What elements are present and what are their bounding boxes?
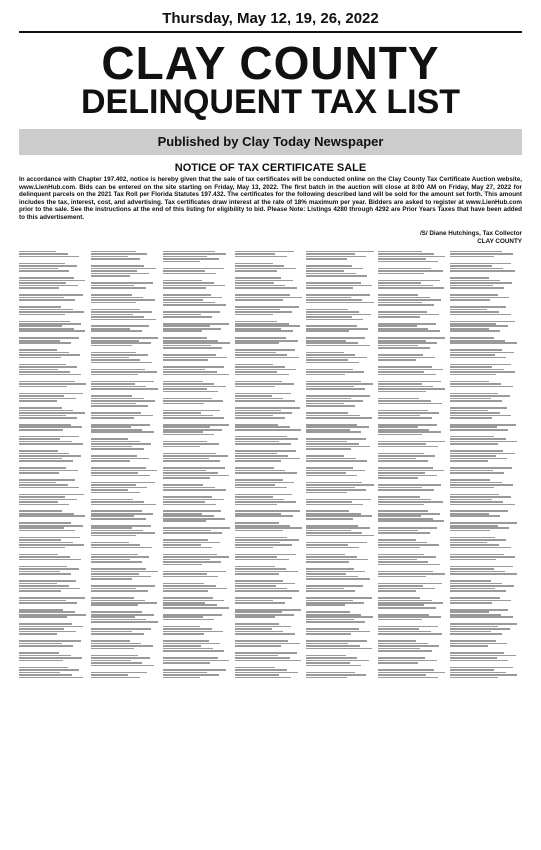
listing-entry — [450, 596, 518, 604]
listing-entry — [378, 267, 446, 275]
listing-entry — [306, 293, 374, 304]
listing-column — [19, 250, 87, 840]
listing-entry — [163, 440, 231, 448]
listing-entry — [450, 639, 518, 647]
listing-entry — [450, 276, 518, 289]
listing-entry — [91, 541, 159, 549]
listing-entry — [378, 538, 446, 549]
listing-entry — [306, 250, 374, 261]
listing-entry — [163, 656, 231, 664]
listing-entry — [450, 622, 518, 635]
listing-entry — [306, 671, 374, 679]
listing-entry — [19, 622, 87, 635]
listing-entry — [19, 510, 87, 518]
listing-entry — [235, 320, 303, 333]
listing-entry — [306, 481, 374, 494]
listing-entry — [306, 437, 374, 450]
listing-entry — [450, 608, 518, 619]
listing-entry — [306, 510, 374, 521]
listing-entry — [450, 406, 518, 419]
listing-entry — [378, 570, 446, 578]
listing-entry — [91, 325, 159, 333]
listing-entry — [163, 625, 231, 636]
listing-entry — [450, 363, 518, 376]
listing-entry — [91, 567, 159, 580]
listing-entry — [91, 466, 159, 477]
listing-entry — [450, 651, 518, 662]
listing-entry — [163, 596, 231, 609]
delinquent-listings — [19, 250, 522, 840]
listing-entry — [19, 666, 87, 679]
listing-entry — [378, 310, 446, 318]
top-rule — [19, 31, 522, 33]
listing-entry — [450, 250, 518, 258]
listing-entry — [378, 483, 446, 491]
listing-entry — [91, 524, 159, 537]
listing-entry — [235, 305, 303, 316]
listing-entry — [378, 423, 446, 436]
listing-entry — [306, 553, 374, 564]
listing-entry — [19, 348, 87, 359]
listing-entry — [91, 281, 159, 289]
listing-entry — [450, 449, 518, 462]
listing-entry — [19, 651, 87, 662]
listing-entry — [235, 250, 303, 258]
listing-entry — [235, 262, 303, 273]
listing-entry — [235, 553, 303, 561]
listing-entry — [378, 510, 446, 523]
publisher-credit: Published by Clay Today Newspaper — [157, 134, 384, 149]
listing-entry — [163, 279, 231, 290]
listing-entry — [163, 466, 231, 479]
listing-entry — [450, 553, 518, 561]
listing-entry — [19, 639, 87, 647]
listing-entry — [378, 353, 446, 361]
listing-entry — [91, 553, 159, 564]
listing-entry — [378, 613, 446, 621]
listing-entry — [19, 250, 87, 258]
listing-entry — [91, 639, 159, 650]
listing-entry — [91, 671, 159, 679]
listing-entry — [163, 613, 231, 621]
county-name: CLAY COUNTY — [477, 238, 522, 245]
listing-entry — [306, 368, 374, 376]
listing-entry — [91, 596, 159, 607]
listing-entry — [235, 380, 303, 388]
listing-entry — [450, 320, 518, 333]
listing-column — [163, 250, 231, 840]
listing-entry — [450, 305, 518, 316]
listing-entry — [306, 654, 374, 667]
listing-entry — [235, 536, 303, 549]
listing-entry — [450, 478, 518, 489]
listing-column — [450, 250, 518, 840]
listing-entry — [19, 536, 87, 549]
tax-collector-signature: /S/ Diane Hutchings, Tax Collector — [419, 230, 522, 237]
listing-entry — [378, 322, 446, 333]
listing-entry — [306, 454, 374, 462]
listing-entry — [235, 522, 303, 533]
listing-entry — [19, 380, 87, 388]
page-title-list: DELINQUENT TAX LIST — [80, 83, 461, 121]
listing-entry — [91, 481, 159, 494]
listing-entry — [378, 380, 446, 393]
listing-entry — [91, 368, 159, 376]
listing-entry — [235, 608, 303, 619]
listing-column — [378, 250, 446, 840]
listing-entry — [91, 454, 159, 462]
page-title-county: CLAY COUNTY — [101, 37, 440, 89]
listing-entry — [91, 423, 159, 434]
listing-entry — [306, 611, 374, 624]
listing-entry — [378, 466, 446, 479]
listing-entry — [91, 351, 159, 364]
listing-entry — [235, 622, 303, 635]
listing-entry — [306, 380, 374, 391]
listing-entry — [91, 308, 159, 321]
listing-entry — [163, 483, 231, 491]
listing-entry — [235, 651, 303, 662]
listing-entry — [19, 493, 87, 506]
listing-entry — [306, 639, 374, 650]
listing-entry — [19, 262, 87, 273]
listing-entry — [306, 423, 374, 434]
listing-entry — [306, 411, 374, 419]
listing-entry — [306, 337, 374, 348]
listing-entry — [163, 337, 231, 350]
listing-entry — [19, 522, 87, 533]
listing-entry — [19, 579, 87, 592]
listing-entry — [19, 276, 87, 289]
listing-entry — [235, 565, 303, 576]
listing-entry — [378, 293, 446, 306]
listing-entry — [91, 584, 159, 592]
listing-entry — [450, 337, 518, 345]
listing-entry — [19, 565, 87, 576]
listing-entry — [306, 498, 374, 506]
listing-entry — [163, 538, 231, 549]
listing-entry — [235, 406, 303, 419]
listing-entry — [235, 276, 303, 289]
listing-entry — [163, 267, 231, 275]
listing-entry — [163, 527, 231, 535]
listing-entry — [378, 639, 446, 652]
listing-entry — [163, 639, 231, 652]
listing-entry — [235, 363, 303, 376]
listing-entry — [163, 353, 231, 361]
listing-entry — [163, 510, 231, 523]
listing-entry — [450, 579, 518, 592]
listing-entry — [306, 627, 374, 635]
listing-entry — [450, 565, 518, 576]
listing-entry — [306, 596, 374, 607]
listing-entry — [306, 325, 374, 333]
listing-entry — [235, 392, 303, 403]
listing-entry — [306, 281, 374, 289]
listing-entry — [235, 466, 303, 474]
listing-entry — [450, 666, 518, 679]
listing-entry — [235, 478, 303, 489]
listing-entry — [378, 279, 446, 290]
listing-entry — [163, 553, 231, 566]
listing-entry — [91, 654, 159, 667]
listing-entry — [91, 337, 159, 348]
listing-entry — [450, 493, 518, 506]
listing-entry — [378, 582, 446, 593]
listing-entry — [235, 596, 303, 604]
listing-entry — [306, 541, 374, 549]
listing-entry — [163, 310, 231, 318]
listing-entry — [378, 337, 446, 350]
listing-entry — [163, 452, 231, 463]
listing-entry — [306, 394, 374, 407]
listing-column — [235, 250, 303, 840]
listing-entry — [378, 397, 446, 405]
listing-entry — [450, 522, 518, 533]
listing-entry — [163, 250, 231, 263]
listing-entry — [235, 579, 303, 592]
listing-entry — [306, 466, 374, 477]
listing-entry — [235, 435, 303, 446]
listing-entry — [91, 510, 159, 521]
listing-entry — [306, 308, 374, 321]
listing-entry — [450, 510, 518, 518]
listing-entry — [19, 466, 87, 474]
listing-entry — [91, 250, 159, 261]
listing-entry — [19, 596, 87, 604]
listing-entry — [235, 337, 303, 345]
listing-entry — [378, 250, 446, 263]
listing-entry — [235, 293, 303, 301]
listing-entry — [378, 452, 446, 463]
listing-entry — [450, 380, 518, 388]
listing-entry — [91, 293, 159, 304]
listing-entry — [450, 392, 518, 403]
listing-entry — [235, 348, 303, 359]
listing-entry — [163, 380, 231, 393]
listing-entry — [19, 406, 87, 419]
listing-entry — [19, 553, 87, 561]
listing-entry — [306, 524, 374, 537]
listing-entry — [91, 411, 159, 419]
listing-entry — [235, 639, 303, 647]
publisher-bar — [19, 129, 522, 155]
listing-entry — [163, 495, 231, 506]
listing-entry — [19, 320, 87, 333]
listing-entry — [306, 584, 374, 592]
listing-entry — [19, 423, 87, 431]
listing-entry — [450, 536, 518, 549]
listing-column — [91, 250, 159, 840]
listing-entry — [163, 293, 231, 306]
listing-entry — [378, 409, 446, 420]
listing-entry — [19, 293, 87, 301]
listing-entry — [163, 570, 231, 578]
listing-entry — [378, 553, 446, 566]
listing-entry — [306, 567, 374, 580]
listing-entry — [450, 293, 518, 301]
listing-entry — [19, 392, 87, 403]
listing-entry — [91, 264, 159, 277]
listing-entry — [306, 264, 374, 277]
listing-entry — [378, 668, 446, 679]
listing-entry — [235, 510, 303, 518]
listing-entry — [91, 394, 159, 407]
listing-entry — [450, 466, 518, 474]
listing-entry — [19, 449, 87, 462]
listing-entry — [91, 437, 159, 450]
listing-entry — [235, 423, 303, 431]
listing-entry — [378, 596, 446, 609]
listing-entry — [19, 305, 87, 316]
listing-entry — [378, 440, 446, 448]
listing-entry — [235, 449, 303, 462]
listing-entry — [91, 380, 159, 391]
listing-entry — [163, 409, 231, 420]
listing-entry — [91, 627, 159, 635]
listing-entry — [450, 435, 518, 446]
listing-entry — [91, 611, 159, 624]
notice-heading: NOTICE OF TAX CERTIFICATE SALE — [174, 162, 367, 174]
listing-entry — [163, 365, 231, 376]
listing-entry — [235, 666, 303, 679]
listing-entry — [19, 337, 87, 345]
listing-entry — [378, 527, 446, 535]
listing-entry — [378, 495, 446, 506]
listing-entry — [378, 656, 446, 664]
listing-entry — [163, 423, 231, 436]
listing-entry — [378, 365, 446, 376]
listing-entry — [306, 351, 374, 364]
listing-entry — [19, 363, 87, 376]
listing-column — [306, 250, 374, 840]
listing-entry — [163, 322, 231, 333]
listing-entry — [163, 668, 231, 679]
listing-entry — [19, 478, 87, 489]
listing-entry — [163, 397, 231, 405]
listing-entry — [19, 435, 87, 446]
listing-entry — [19, 608, 87, 619]
listing-entry — [378, 625, 446, 636]
listing-entry — [163, 582, 231, 593]
listing-entry — [450, 348, 518, 359]
listing-entry — [91, 498, 159, 506]
listing-entry — [235, 493, 303, 506]
notice-body: In accordance with Chapter 197.402, notice is hereby given that the sale of tax certificates will be conducted online on the Clay County Tax Certificate Auction website, www.LienHub.com. Bids can be entered on the site starting on Friday, May 13, 2022. The first batch in the auction will close at 8:00 AM on Friday, May 27, 2022 for delinquent parcels on the 2021 Tax Roll per Florida Statutes 197.432. The certificates for the following described land will be sold for the amount set forth. This amount includes the tax, interest, cost, and advertising. Tax certificates draw interest at the rate of 18% maximum per year. Bidders are asked to register at www.LienHub.com prior to the sale. See the instructions at the end of this listing for eligibility to bid. Please Note: Listings 4280 through 4292 are Prior Years Taxes that have been added to this advertisement. — [19, 176, 522, 221]
publication-dates: Thursday, May 12, 19, 26, 2022 — [162, 10, 379, 27]
listing-entry — [450, 262, 518, 273]
listing-entry — [450, 423, 518, 431]
